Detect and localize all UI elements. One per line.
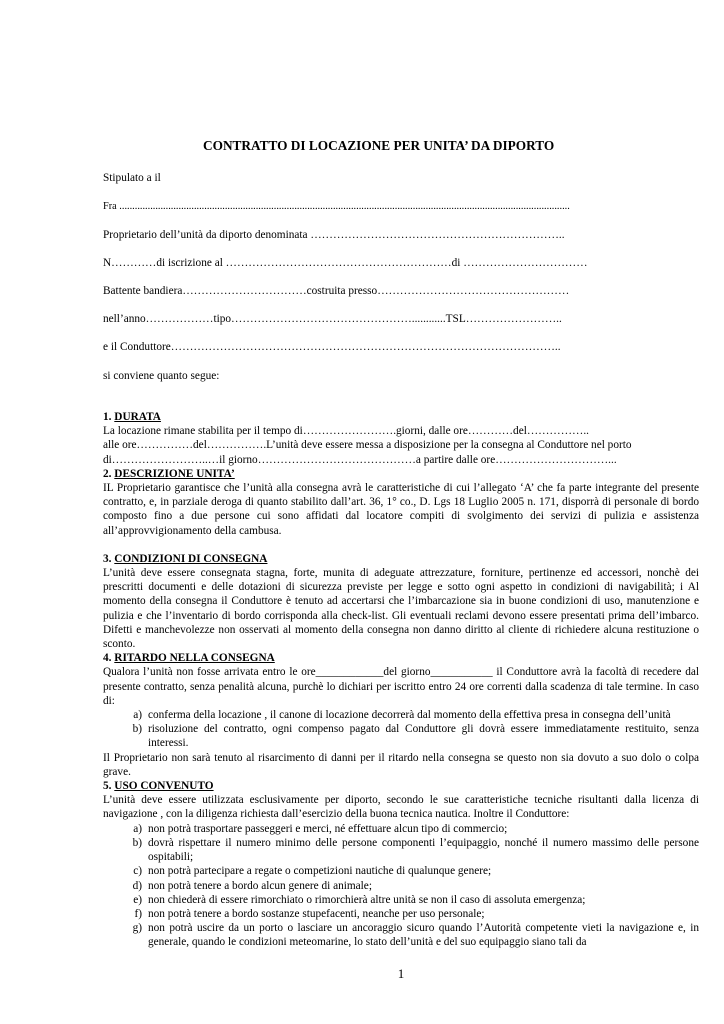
list-item: d) non potrà tenere a bordo alcun genere di animale;	[132, 879, 372, 892]
section-1-line: alle ore……………del…………….L’unità deve essere messa a disposizione per la consegna al Conduttore nel porto	[103, 439, 632, 452]
agreement-line: si conviene quanto segue:	[103, 370, 220, 382]
section-2-text: IL Proprietario garantisce che l’unità alla consegna avrà le caratteristiche di cui l’allegato ‘A’ che fa parte integrante del presente contratto, e, in parziale deroga di quanto stabilito dall’art. 36, 1° co., D. Lgs 18 Luglio 2005 n. 171, disporrà di personale di bordo composto fino a due persone cui sono affidati dal locatore compiti di svolgimento dei servizi di pulizia e assistenza all’approvvigionamento della cambusa.	[103, 482, 699, 537]
list-item: e) non chiederà di essere rimorchiato o rimorchierà altre unità se non il caso di assoluta emergenza;	[133, 893, 586, 906]
list-item: f) non potrà tenere a bordo sostanze stupefacenti, neanche per uso personale;	[134, 907, 485, 920]
registration-line: N…………di iscrizione al ……………………………………………………di ……………………………	[103, 257, 588, 269]
list-item: b) dovrà rispettare il numero minimo delle persone componenti l’equipaggio, nonché il numero massimo delle persone ospitabili;	[132, 836, 699, 864]
section-2-title: 2. DESCRIZIONE UNITA’	[103, 467, 235, 480]
section-1-line: di……………………..…il giorno……………………………………a partire dalle ore…………………………...	[103, 453, 617, 466]
list-item: a) conferma della locazione , il canone di locazione decorrerà dal momento della effettiva presa in consegna dell’unità	[133, 709, 671, 722]
document-title: CONTRATTO DI LOCAZIONE PER UNITA’ DA DIPORTO	[203, 138, 555, 153]
section-4-list	[103, 708, 699, 751]
list-item: c) non potrà partecipare a regate o competizioni nautiche di qualunque genere;	[133, 865, 492, 878]
list-item: g) non potrà uscire da un porto o lasciare un ancoraggio sicuro quando l’Autorità competente vieti la navigazione e, in generale, quando le condizioni meteomarine, lo stato dell’unità e del suo equipaggio siano tali da	[132, 922, 699, 949]
section-1-title: 1. DURATA	[103, 411, 161, 423]
section-3-title: 3. CONDIZIONI DI CONSEGNA	[103, 552, 268, 565]
list-item: a) non potrà trasportare passeggeri e merci, né effettuare alcun tipo di commercio;	[133, 822, 508, 835]
contract-body	[103, 410, 699, 950]
section-4-text: Qualora l’unità non fosse arrivata entro le ore____________del giorno___________ il Conduttore avrà la facoltà di recedere dal presente contratto, senza penalità alcuna, purchè lo dichiari per iscritto entro 24 ore correnti dalla scadenza di tale termine. In caso di:	[103, 666, 699, 707]
section-5-text: L’unità deve essere utilizzata esclusivamente per diporto, secondo le sue caratteristiche tecniche risultanti dalla licenza di navigazione , con la diligenza richiesta dall’esercizio della buona tecnica nautica. Inoltre il Conduttore:	[103, 794, 699, 821]
owner-line: Proprietario dell’unità da diporto denominata …………………………………………………………..	[103, 229, 565, 241]
conduttore-line: e il Conduttore…………………………………………………………………………………………..	[103, 341, 561, 353]
section-4-after: Il Proprietario non sarà tenuto al risarcimento di danni per il ritardo nella consegna se questo non sia dovuto a suo dolo o colpa grave.	[103, 751, 699, 778]
stipulato-line: Stipulato a il	[103, 172, 161, 184]
list-item: b) risoluzione del contratto, ogni compenso pagato dal Conduttore gli dovrà essere immediatamente restituito, senza interessi.	[132, 723, 699, 750]
year-line: nell’anno………………tipo…………………………………………............TSL……………………..	[103, 313, 562, 325]
flag-line: Battente bandiera……………………………costruita presso……………………………………………	[103, 285, 570, 297]
section-5-title: 5. USO CONVENUTO	[103, 780, 214, 793]
section-4-title: 4. RITARDO NELLA CONSEGNA	[103, 652, 275, 665]
page-number: 1	[397, 966, 405, 981]
section-5-list	[103, 822, 699, 950]
section-1-line: La locazione rimane stabilita per il tempo di…………………….giorni, dalle ore…………del……………..	[103, 425, 589, 438]
section-3-text: L’unità deve essere consegnata stagna, forte, munita di adeguate attrezzature, forniture, pertinenze ed accessori, nonchè dei prescritti documenti e delle dotazioni di sicurezza previste per legge e sotto ogni aspetto in condizioni di navigabilità; i Al momento della consegna il Conduttore è tenuto ad accertarsi che l’imbarcazione sia in buone condizioni di uso, manutenzione e pulizia e che l’inventario di bordo corrisponda alla check-list. Gli eventuali reclami devono essere presentati prima dell’imbarco. Difetti e manchevolezze non osservati al momento della consegna non danno diritto al cliente di richiedere alcuna restituzione o sconto.	[103, 567, 699, 651]
parties-line: Fra ...............................................................................................................................................................................	[103, 201, 570, 212]
